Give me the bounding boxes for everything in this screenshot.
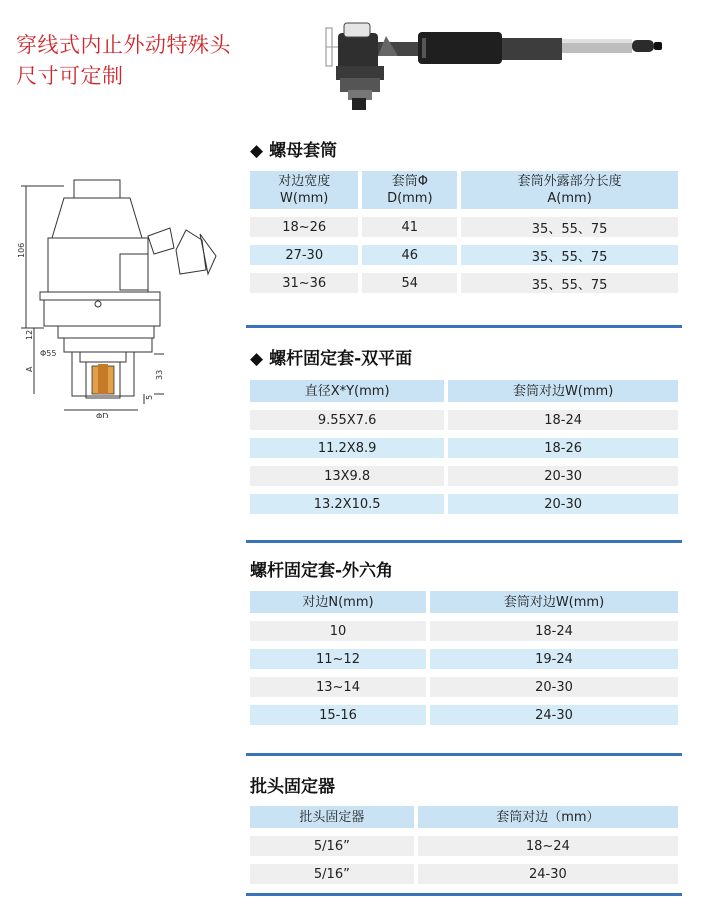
dim-106-label: 106 [17, 242, 26, 258]
bit-holder-table [246, 798, 682, 892]
table-row [250, 705, 678, 725]
table-cell: 9.55X7.6 [250, 410, 444, 430]
header-cell: 套筒对边（mm） [418, 806, 678, 828]
table-row [250, 836, 678, 856]
diamond-icon: ◆ [250, 141, 264, 161]
flat-sleeve-title-text: 螺杆固定套-双平面 [269, 349, 413, 369]
table-cell: 10 [250, 621, 426, 641]
table-row [250, 466, 678, 486]
bit-holder-title-text: 批头固定器 [250, 777, 335, 797]
table-cell: 13.2X10.5 [250, 494, 444, 514]
table-cell: 24-30 [418, 864, 678, 884]
table-row [250, 649, 678, 669]
header-cell: 对边宽度 W(mm) [250, 171, 358, 209]
header-cell: 对边N(mm) [250, 591, 426, 613]
heading-line-1: 穿线式内止外动特殊头 [16, 33, 231, 57]
table-cell: 35、55、75 [461, 273, 678, 293]
table-header-row [250, 380, 678, 402]
table-cell: 18~24 [418, 836, 678, 856]
table-cell: 35、55、75 [461, 245, 678, 265]
table-row [250, 494, 678, 514]
hex-sleeve-title-text: 螺杆固定套-外六角 [250, 561, 394, 581]
dim-phid-label: ΦD [96, 412, 109, 418]
dim-5-label: 5 [145, 394, 154, 400]
nut-socket-title-text: 螺母套筒 [269, 141, 338, 161]
nut-socket-title [250, 136, 337, 161]
nut-socket-table [246, 163, 682, 301]
hex-sleeve-title [250, 556, 393, 581]
table-cell: 54 [362, 273, 457, 293]
table-header-row [250, 591, 678, 613]
red-heading [16, 30, 231, 92]
section-divider [246, 893, 682, 896]
table-cell: 13~14 [250, 677, 426, 697]
table-cell: 46 [362, 245, 457, 265]
dim-12-label: 12 [25, 329, 34, 340]
bit-holder-title [250, 772, 335, 797]
table-cell: 11~12 [250, 649, 426, 669]
table-row [250, 677, 678, 697]
tool-side-view-image [318, 8, 664, 113]
flat-sleeve-table [246, 372, 682, 522]
table-row [250, 864, 678, 884]
section-divider [246, 753, 682, 756]
table-cell: 35、55、75 [461, 217, 678, 237]
table-cell: 19-24 [430, 649, 678, 669]
header-cell: 批头固定器 [250, 806, 414, 828]
table-row [250, 410, 678, 430]
table-cell: 5/16” [250, 836, 414, 856]
dim-33-label: 33 [155, 369, 164, 380]
table-cell: 20-30 [448, 466, 678, 486]
table-cell: 18-24 [430, 621, 678, 641]
header-cell: 套筒对边W(mm) [430, 591, 678, 613]
table-cell: 18-26 [448, 438, 678, 458]
table-row [250, 273, 678, 293]
section-divider [246, 325, 682, 328]
table-cell: 20-30 [430, 677, 678, 697]
header-cell: 套筒外露部分长度 A(mm) [461, 171, 678, 209]
table-row [250, 245, 678, 265]
flat-sleeve-title [250, 344, 412, 369]
dim-a-label: A [25, 366, 34, 372]
table-cell: 18-24 [448, 410, 678, 430]
heading-line-2: 尺寸可定制 [16, 64, 124, 88]
table-row [250, 621, 678, 641]
table-cell: 11.2X8.9 [250, 438, 444, 458]
table-cell: 31~36 [250, 273, 358, 293]
table-header-row [250, 806, 678, 828]
diamond-icon: ◆ [250, 349, 264, 369]
table-cell: 15-16 [250, 705, 426, 725]
technical-drawing [4, 178, 236, 418]
section-divider [246, 540, 682, 543]
table-cell: 41 [362, 217, 457, 237]
table-cell: 5/16” [250, 864, 414, 884]
table-row [250, 217, 678, 237]
dim-phi55-label: Φ55 [40, 349, 57, 358]
header-cell: 直径X*Y(mm) [250, 380, 444, 402]
table-cell: 27-30 [250, 245, 358, 265]
table-cell: 20-30 [448, 494, 678, 514]
table-header-row [250, 171, 678, 209]
hex-sleeve-table [246, 583, 682, 733]
header-cell: 套筒Φ D(mm) [362, 171, 457, 209]
table-cell: 13X9.8 [250, 466, 444, 486]
header-cell: 套筒对边W(mm) [448, 380, 678, 402]
table-cell: 24-30 [430, 705, 678, 725]
table-cell: 18~26 [250, 217, 358, 237]
table-row [250, 438, 678, 458]
